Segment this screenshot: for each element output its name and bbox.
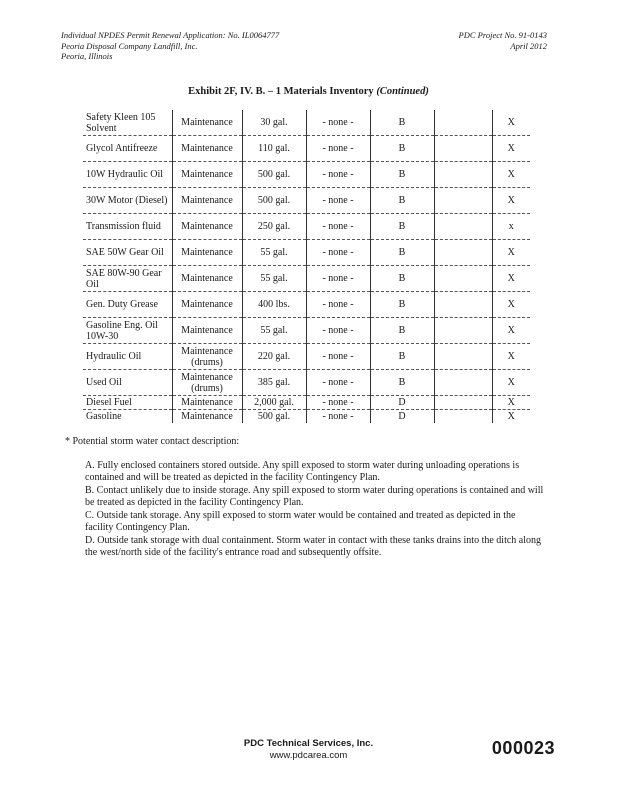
cell-contact-code: B (370, 214, 434, 240)
cell-contact-code: B (370, 188, 434, 214)
note-d: D. Outside tank storage with dual containment. Storm water in contact with these tanks drains into the ditch along the west/north side of the facility's entrance road and subsequently offsite. (85, 535, 542, 559)
cell-other: - none - (306, 266, 370, 292)
cell-contact-code: D (370, 410, 434, 424)
cell-contact-code: B (370, 344, 434, 370)
table-row (83, 162, 530, 188)
cell-mark: X (492, 396, 530, 410)
table-row (83, 318, 530, 344)
cell-empty (434, 266, 492, 292)
table-row (83, 240, 530, 266)
table-row (83, 214, 530, 240)
title-main: Exhibit 2F, IV. B. – 1 Materials Inventory (188, 86, 374, 97)
cell-other: - none - (306, 214, 370, 240)
header-project-number: PDC Project No. 91-0143 (458, 30, 547, 40)
cell-other: - none - (306, 396, 370, 410)
cell-material: Safety Kleen 105 Solvent (83, 110, 172, 136)
cell-empty (434, 370, 492, 396)
cell-contact-code: B (370, 240, 434, 266)
page-header-right (459, 30, 547, 51)
cell-purpose: Maintenance (172, 266, 242, 292)
cell-empty (434, 136, 492, 162)
cell-mark: x (492, 214, 530, 240)
cell-material: Gasoline (86, 411, 122, 422)
cell-empty (434, 240, 492, 266)
cell-other: - none - (306, 136, 370, 162)
header-location-line: Peoria, Illinois (61, 51, 113, 61)
footer-company: PDC Technical Services, Inc. (243, 738, 374, 749)
cell-empty (434, 292, 492, 318)
cell-other: - none - (306, 370, 370, 396)
footer-website: www.pdcarea.com (269, 750, 348, 761)
cell-contact-code: B (370, 266, 434, 292)
table-row (83, 396, 530, 410)
cell-material: Gen. Duty Grease (83, 292, 172, 318)
cell-other: - none - (306, 292, 370, 318)
contact-description-heading: * Potential storm water contact description: (65, 436, 240, 447)
cell-other: - none - (306, 240, 370, 266)
header-permit-line: Individual NPDES Permit Renewal Application: No. IL0064777 (61, 30, 280, 40)
cell-quantity: 55 gal. (242, 240, 306, 266)
cell-quantity: 500 gal. (242, 162, 306, 188)
cell-mark: X (492, 136, 530, 162)
table-body (83, 110, 530, 423)
cell-material: SAE 80W-90 Gear Oil (83, 266, 172, 292)
cell-empty (434, 396, 492, 410)
cell-quantity: 385 gal. (242, 370, 306, 396)
cell-contact-code: B (370, 292, 434, 318)
cell-empty (434, 214, 492, 240)
cell-material: 30W Motor (Diesel) (83, 188, 172, 214)
cell-other: - none - (306, 410, 370, 424)
cell-purpose: Maintenance (172, 410, 242, 424)
page-header-left (61, 30, 279, 62)
cell-mark: X (492, 240, 530, 266)
cell-purpose: Maintenance (172, 136, 242, 162)
title-suffix: (Continued) (376, 86, 429, 97)
cell-empty (434, 162, 492, 188)
cell-purpose: Maintenance (172, 318, 242, 344)
cell-quantity: 500 gal. (242, 410, 306, 424)
table-row (83, 266, 530, 292)
cell-quantity: 400 lbs. (242, 292, 306, 318)
cell-other: - none - (306, 318, 370, 344)
cell-quantity: 55 gal. (242, 266, 306, 292)
cell-purpose: Maintenance (drums) (172, 370, 242, 396)
cell-purpose: Maintenance (172, 292, 242, 318)
materials-inventory-table (83, 110, 530, 423)
cell-purpose: Maintenance (172, 188, 242, 214)
cell-purpose: Maintenance (172, 110, 242, 136)
cell-material: Used Oil (83, 370, 172, 396)
cell-quantity: 30 gal. (242, 110, 306, 136)
cell-contact-code: B (370, 318, 434, 344)
cell-mark: X (492, 188, 530, 214)
cell-purpose: Maintenance (172, 214, 242, 240)
cell-quantity: 250 gal. (242, 214, 306, 240)
cell-contact-code: D (370, 396, 434, 410)
cell-mark: X (492, 410, 530, 424)
cell-material: Gasoline Eng. Oil 10W-30 (83, 318, 172, 344)
cell-material: Glycol Antifreeze (83, 136, 172, 162)
cell-quantity: 500 gal. (242, 188, 306, 214)
cell-other: - none - (306, 162, 370, 188)
cell-empty (434, 410, 492, 424)
cell-contact-code: B (370, 370, 434, 396)
cell-material: SAE 50W Gear Oil (83, 240, 172, 266)
note-c: C. Outside tank storage. Any spill exposed to storm water would be contained and treated as depicted in the facility Contingency Plan. (85, 510, 516, 534)
cell-material: Transmission fluid (83, 214, 172, 240)
cell-quantity: 2,000 gal. (242, 396, 306, 410)
cell-mark: X (492, 370, 530, 396)
cell-other: - none - (306, 344, 370, 370)
header-date: April 2012 (510, 40, 547, 51)
cell-empty (434, 110, 492, 136)
table-row (83, 110, 530, 136)
cell-quantity: 110 gal. (242, 136, 306, 162)
cell-quantity: 220 gal. (242, 344, 306, 370)
table-row (83, 188, 530, 214)
cell-purpose: Maintenance (drums) (172, 344, 242, 370)
table-row (83, 136, 530, 162)
cell-mark: X (492, 292, 530, 318)
cell-other: - none - (306, 110, 370, 136)
cell-empty (434, 188, 492, 214)
cell-empty (434, 318, 492, 344)
cell-contact-code: B (370, 136, 434, 162)
cell-contact-code: B (370, 162, 434, 188)
cell-mark: X (492, 344, 530, 370)
cell-purpose: Maintenance (172, 396, 242, 410)
table-row (83, 370, 530, 396)
cell-mark: X (492, 162, 530, 188)
cell-mark: X (492, 266, 530, 292)
header-company-line: Peoria Disposal Company Landfill, Inc. (61, 40, 198, 51)
table-row (83, 410, 530, 424)
table-row (83, 292, 530, 318)
cell-material: Hydraulic Oil (83, 344, 172, 370)
cell-empty (434, 344, 492, 370)
table-row (83, 344, 530, 370)
cell-contact-code: B (370, 110, 434, 136)
page-title (0, 86, 617, 97)
cell-purpose: Maintenance (172, 162, 242, 188)
cell-mark: X (492, 318, 530, 344)
cell-material: Diesel Fuel (83, 396, 172, 410)
note-a: A. Fully enclosed containers stored outside. Any spill exposed to storm water during unloading operations is contained and will be treated as depicted in the facility Contingency Plan. (85, 460, 520, 484)
cell-mark: X (492, 110, 530, 136)
note-b: B. Contact unlikely due to inside storage. Any spill exposed to storm water during operations is contained and will be treated as depicted in the facility Contingency Plan. (85, 485, 544, 509)
page-number: 000023 (491, 738, 555, 758)
cell-other: - none - (306, 188, 370, 214)
cell-quantity: 55 gal. (242, 318, 306, 344)
cell-material: 10W Hydraulic Oil (83, 162, 172, 188)
cell-purpose: Maintenance (172, 240, 242, 266)
